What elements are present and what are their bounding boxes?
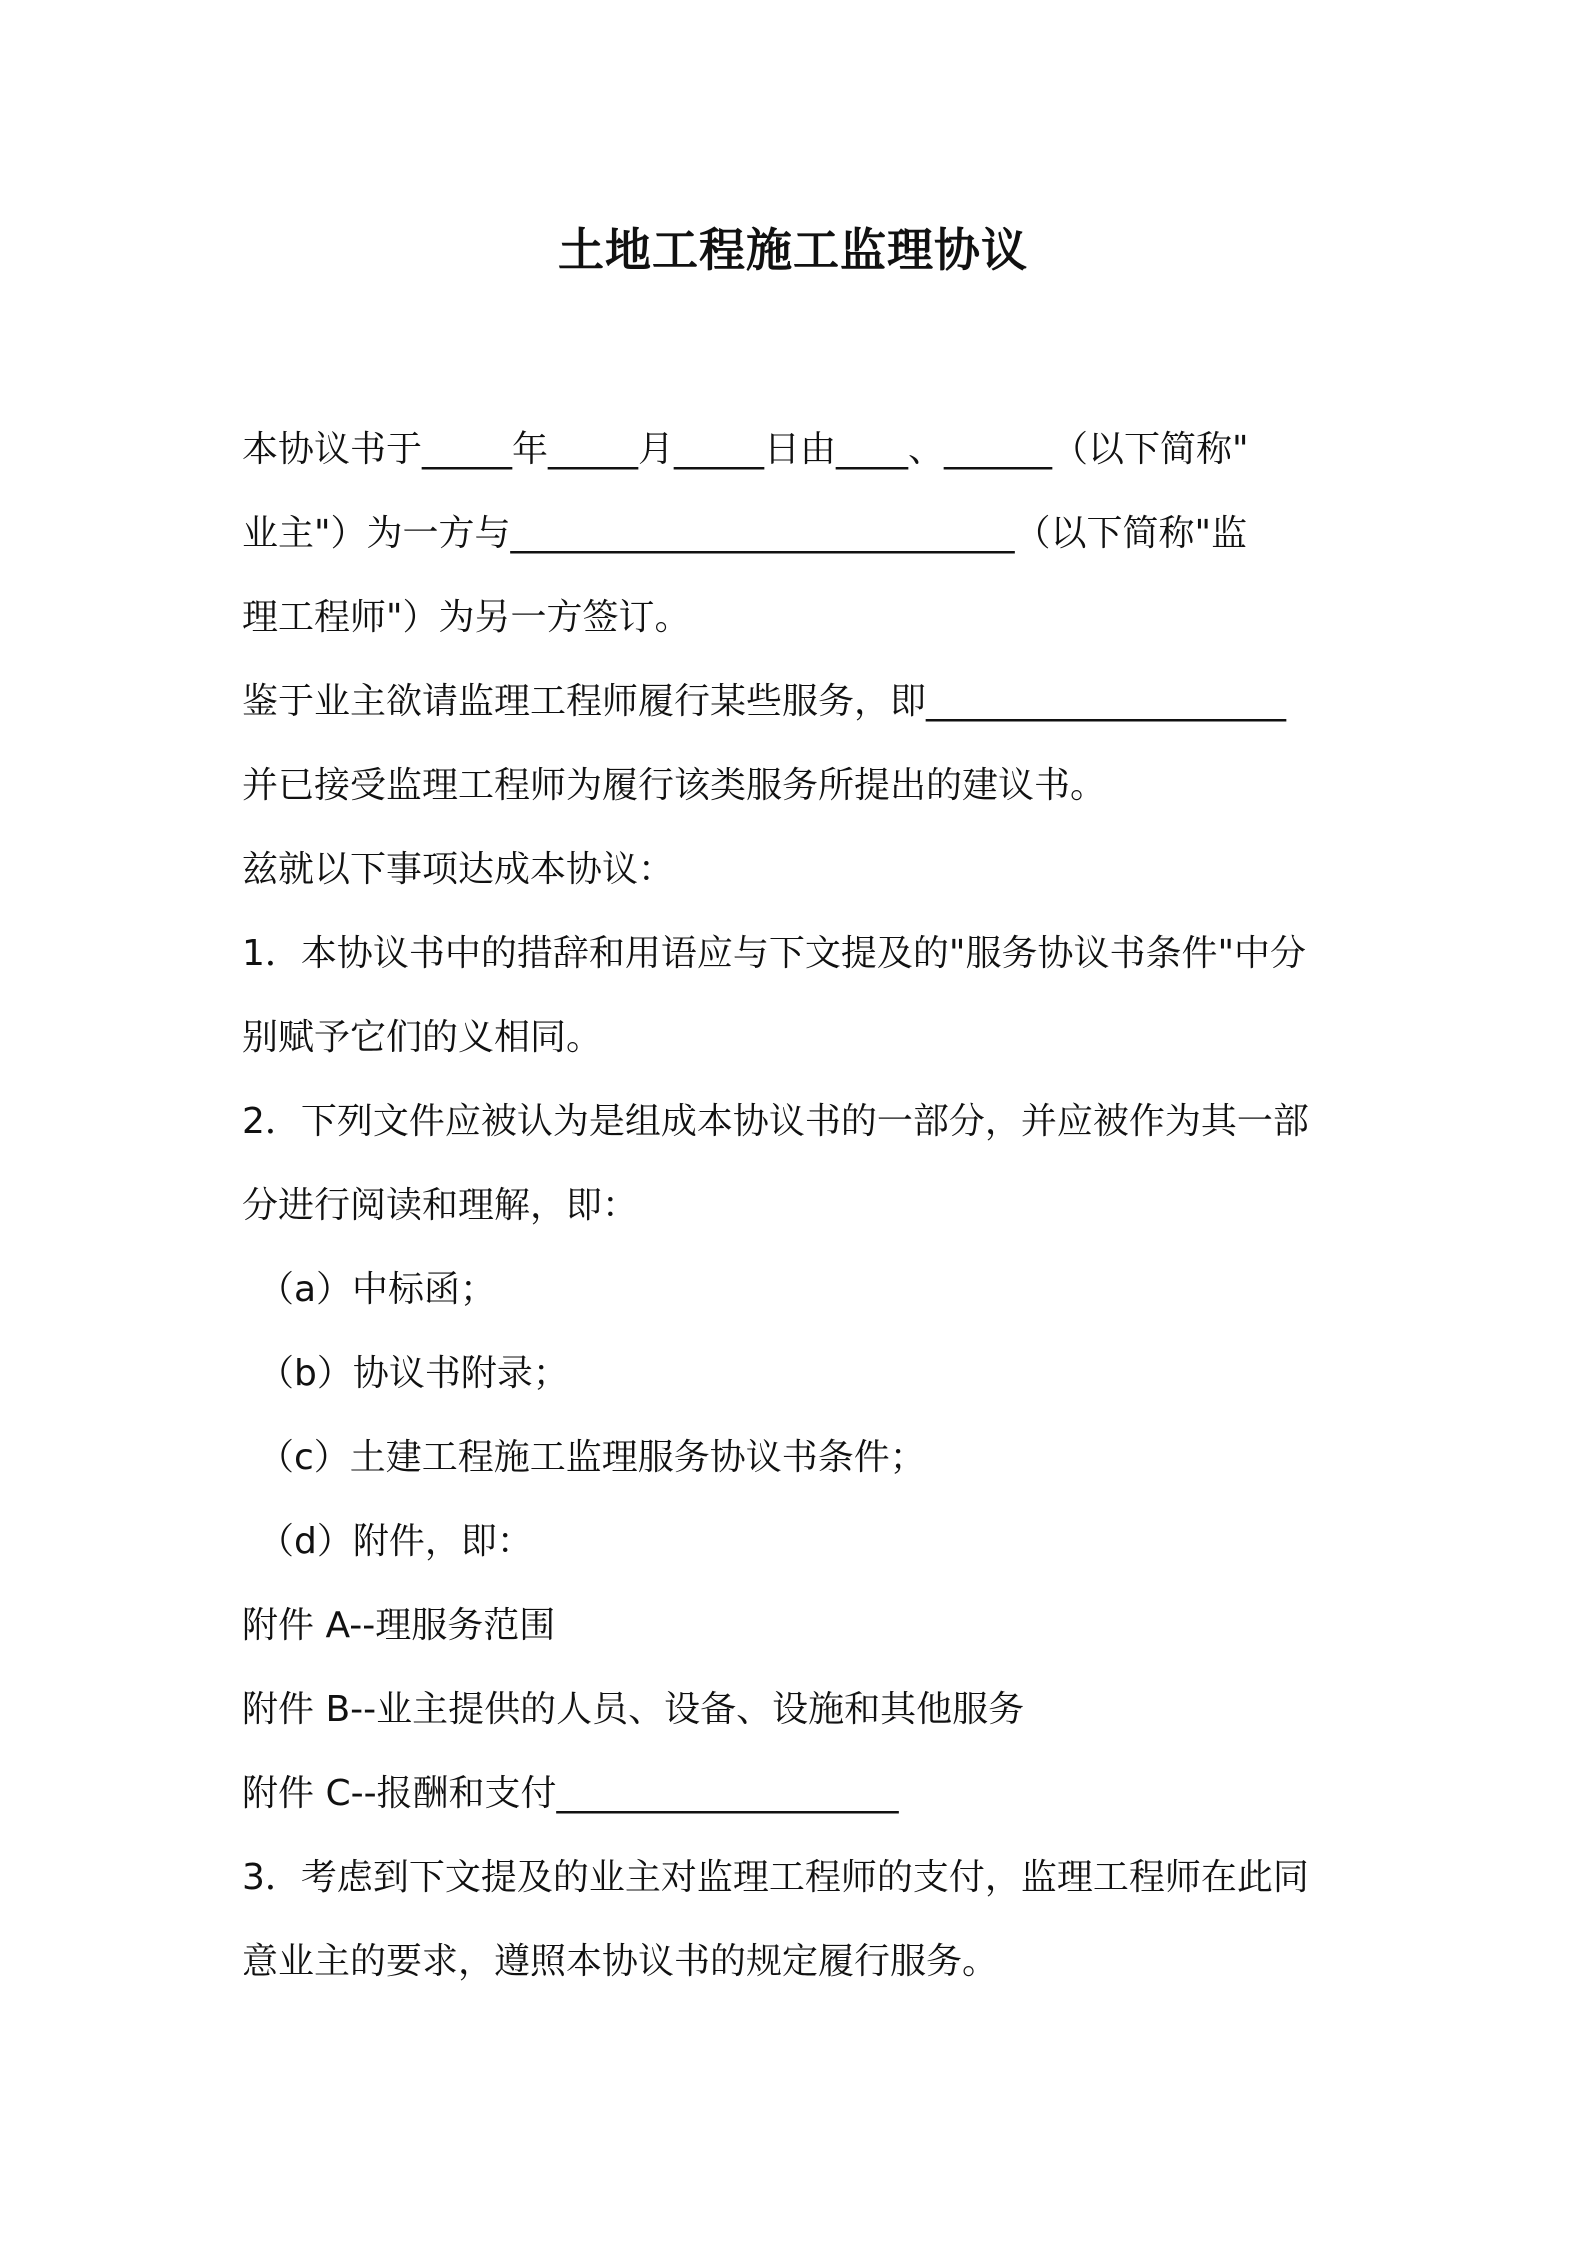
attachment-b: 附件 B--业主提供的人员、设备、设施和其他服务 xyxy=(242,1689,1025,1730)
list-item-a: （a）中标函； xyxy=(258,1269,497,1310)
attachment-c: 附件 C--报酬和支付___________________ xyxy=(242,1773,899,1814)
clause-2-line-2: 分进行阅读和理解，即： xyxy=(242,1185,639,1226)
clause-2-line-1: 2．下列文件应被认为是组成本协议书的一部分，并应被作为其一部 xyxy=(242,1101,1309,1142)
clause-1-line-1: 1．本协议书中的措辞和用语应与下文提及的"服务协议书条件"中分 xyxy=(242,933,1307,974)
document-body xyxy=(242,408,1362,2004)
paragraph-line-4: 鉴于业主欲请监理工程师履行某些服务，即____________________ xyxy=(242,681,1287,722)
list-item-d: （d）附件，即： xyxy=(258,1521,533,1562)
attachment-a: 附件 A--理服务范围 xyxy=(242,1605,556,1646)
paragraph-line-6: 兹就以下事项达成本协议： xyxy=(242,849,675,890)
list-item-b: （b）协议书附录； xyxy=(258,1353,569,1394)
clause-1-line-2: 别赋予它们的义相同。 xyxy=(242,1017,603,1058)
list-item-c: （c）土建工程施工监理服务协议书条件； xyxy=(258,1437,926,1478)
clause-3-line-1: 3．考虑到下文提及的业主对监理工程师的支付，监理工程师在此同 xyxy=(242,1857,1309,1898)
paragraph-line-3: 理工程师"）为另一方签订。 xyxy=(242,597,691,638)
document-title: 土地工程施工监理协议 xyxy=(558,223,1028,277)
clause-3-line-2: 意业主的要求，遵照本协议书的规定履行服务。 xyxy=(242,1941,999,1982)
paragraph-line-5: 并已接受监理工程师为履行该类服务所提出的建议书。 xyxy=(242,765,1107,806)
paragraph-line-2: 业主"）为一方与____________________________（以下简称"监 xyxy=(242,513,1248,554)
paragraph-line-1: 本协议书于_____年_____月_____日由____、______（以下简称" xyxy=(242,429,1249,470)
